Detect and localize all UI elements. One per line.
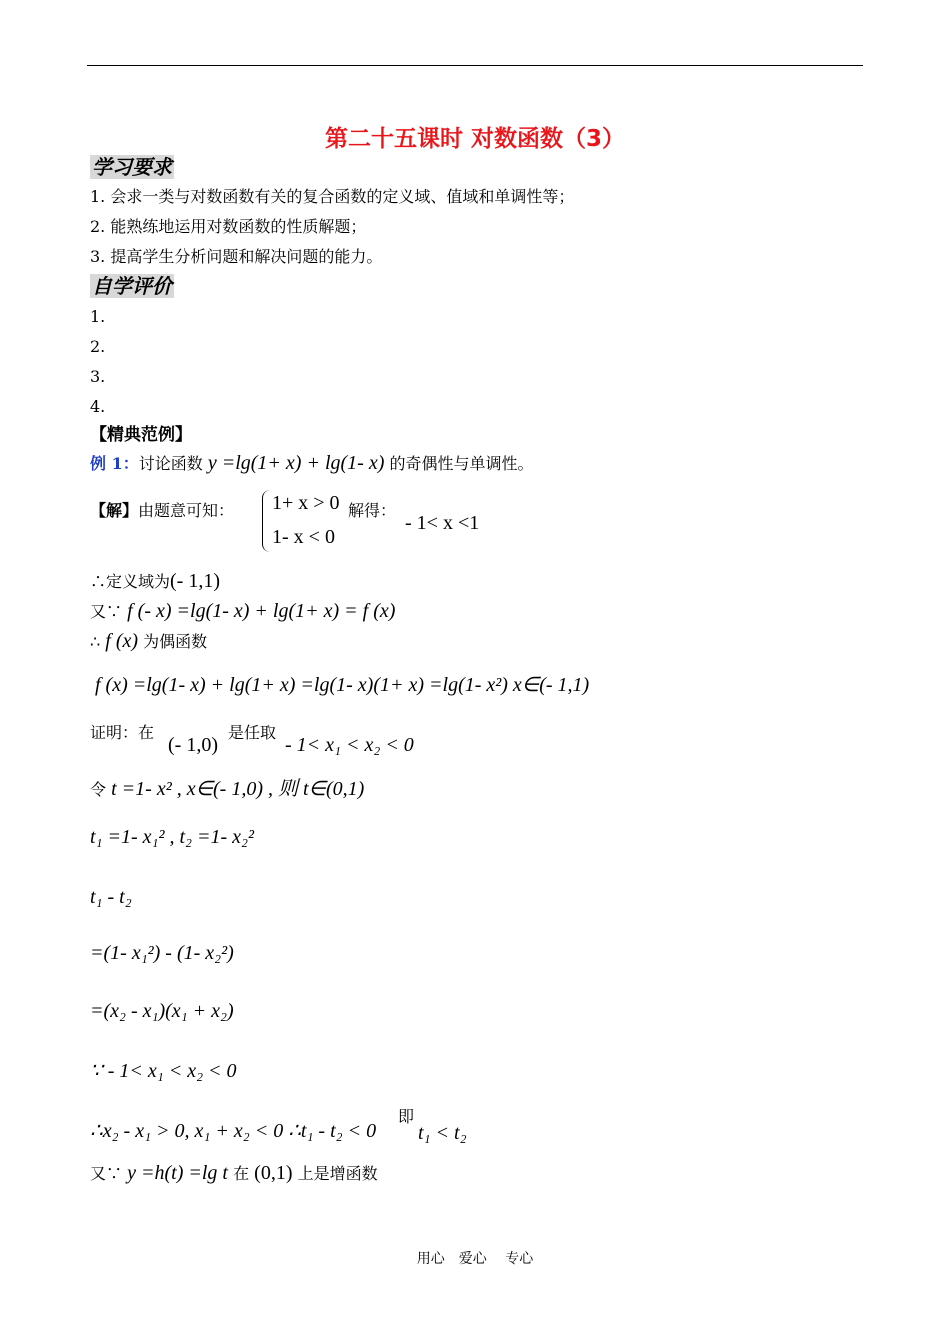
incr-prefix: 又∵ <box>90 1164 123 1183</box>
header-rule <box>87 65 863 66</box>
self-eval-item-2: 2. <box>90 337 106 356</box>
increasing-line <box>90 1162 378 1185</box>
incr-suffix: 上是增函数 <box>297 1164 378 1183</box>
even-suffix: 为偶函数 <box>143 632 208 651</box>
self-eval-item-1: 1. <box>90 307 106 326</box>
section-heading-requirements: 学习要求 <box>92 155 172 179</box>
again-prefix: 又∵ <box>90 602 123 621</box>
proof-mid: 是任取 <box>228 723 277 742</box>
let-prefix: 令 <box>90 780 107 799</box>
fx-line: f (x) =lg(1- x) + lg(1+ x) =lg(1- x)(1+ x) =lg(1- x²) x∈(- 1,1) <box>95 674 590 696</box>
ji-text: 即 <box>398 1107 415 1126</box>
domain-line <box>90 570 220 593</box>
proof-interval: (- 1,0) <box>168 734 218 756</box>
t-inequality: t₁ < t₂ <box>418 1122 467 1144</box>
therefore-line: ∴x₂ - x₁ > 0, x₁ + x₂ < 0 ∴t₁ - t₂ < 0 <box>90 1120 377 1142</box>
example-1-prefix: 讨论函数 <box>138 454 203 473</box>
section-heading-self-eval: 自学评价 <box>92 274 172 298</box>
requirement-1: 1. 会求一类与对数函数有关的复合函数的定义域、值域和单调性等； <box>90 187 575 206</box>
step-2: =(x₂ - x₁)(x₁ + x₂) <box>90 1000 234 1022</box>
even-prefix: ∴ <box>90 632 101 651</box>
proof-inequality: - 1< x₁ < x₂ < 0 <box>285 734 414 756</box>
self-eval-item-3: 3. <box>90 367 106 386</box>
requirement-3: 3. 提高学生分析问题和解决问题的能力。 <box>90 247 383 266</box>
example-1 <box>90 452 533 475</box>
t-values: t₁ =1- x₁² , t₂ =1- x₂² <box>90 826 254 848</box>
proof-prefix: 证明：在 <box>90 723 155 742</box>
domain-prefix: ∴定义域为 <box>90 572 171 591</box>
condition-2: 1- x < 0 <box>272 526 335 548</box>
solve-result: - 1< x <1 <box>405 512 480 534</box>
domain-value: (- 1,1) <box>170 570 220 592</box>
condition-1: 1+ x > 0 <box>272 492 340 514</box>
requirement-2: 2. 能熟练地运用对数函数的性质解题； <box>90 217 367 236</box>
example-1-label: 例 1： <box>90 454 139 473</box>
page-footer: 用心 爱心 专心 <box>416 1251 534 1267</box>
fneg-formula: f (- x) =lg(1- x) + lg(1+ x) = f (x) <box>127 600 396 622</box>
incr-mid: 在 <box>233 1164 250 1183</box>
incr-interval: (0,1) <box>254 1162 293 1184</box>
even-f: f (x) <box>105 630 139 652</box>
solution-intro-text: 由题意可知： <box>138 501 235 520</box>
page-title: 第二十五课时 对数函数（3） <box>324 126 625 152</box>
because-line: ∵ - 1< x₁ < x₂ < 0 <box>90 1060 237 1082</box>
incr-formula: y =h(t) =lg t <box>127 1162 228 1184</box>
section-heading-examples: 【精典范例】 <box>90 425 192 445</box>
example-1-formula: y =lg(1+ x) + lg(1- x) <box>207 452 385 474</box>
example-1-suffix: 的奇偶性与单调性。 <box>389 454 534 473</box>
solve-text: 解得： <box>348 501 397 520</box>
let-line <box>90 778 364 801</box>
solution-intro <box>90 500 234 522</box>
even-line <box>90 630 207 653</box>
step-1: =(1- x₁²) - (1- x₂²) <box>90 942 234 964</box>
solution-label: 【解】 <box>90 501 139 520</box>
fneg-line <box>90 600 395 623</box>
self-eval-item-4: 4. <box>90 397 106 416</box>
let-formula: t =1- x² , x∈(- 1,0) , 则 t∈(0,1) <box>111 778 365 800</box>
t-difference: t₁ - t₂ <box>90 886 132 908</box>
